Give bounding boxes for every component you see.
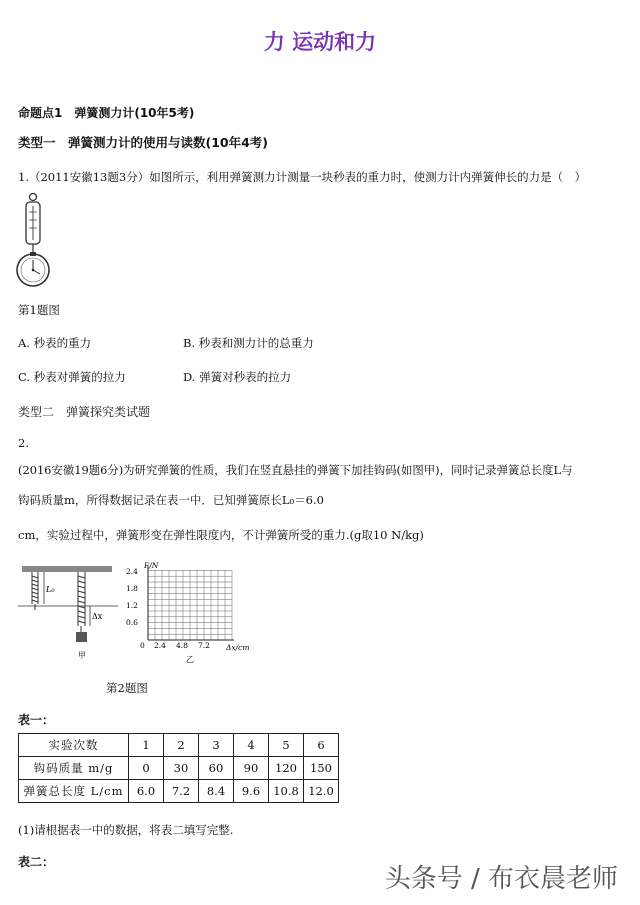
table-row (19, 734, 339, 757)
figure-right-label: 乙 (186, 655, 194, 664)
row-header: 实验次数 (19, 734, 129, 757)
table-row (19, 780, 339, 803)
figure-left-label: 甲 (78, 651, 86, 660)
origin-label: 0 (140, 641, 145, 650)
row-header: 钩码质量 m/g (19, 757, 129, 780)
table-cell: 60 (199, 757, 234, 780)
spring-scale-figure (14, 192, 54, 290)
section-heading: 命题点1 弹簧测力计(10年5考) (18, 106, 195, 120)
watermark: 头条号 / 布衣晨老师 (384, 864, 618, 894)
option-c: C. 秒表对弹簧的拉力 (18, 370, 126, 384)
table-cell: 10.8 (269, 780, 304, 803)
table-cell: 4 (234, 734, 269, 757)
table-cell: 120 (269, 757, 304, 780)
figure-1-caption: 第1题图 (18, 303, 60, 317)
table-cell: 30 (164, 757, 199, 780)
question-1-stem: 1.（2011安徽13题3分）如图所示，利用弹簧测力计测量一块秒表的重力时，使测力计内弹簧伸长的力是（ ） (18, 170, 587, 184)
table-cell: 150 (304, 757, 339, 780)
x-tick-label: 2.4 (154, 641, 166, 650)
y-tick-label: 2.4 (126, 567, 138, 576)
table-cell: 90 (234, 757, 269, 780)
question-2-line-1: (2016安徽19题6分)为研究弹簧的性质，我们在竖直悬挂的弹簧下加挂钩码(如图甲)，同时记录弹簧总长度L与 (18, 463, 573, 477)
x-axis-label: Δx/cm (226, 643, 250, 652)
table-cell: 0 (129, 757, 164, 780)
table-cell: 3 (199, 734, 234, 757)
table-2-label: 表二： (18, 855, 55, 869)
row-header: 弹簧总长度 L/cm (19, 780, 129, 803)
question-2-line-3: cm，实验过程中，弹簧形变在弹性限度内，不计弹簧所受的重力.(g取10 N/kg) (18, 528, 424, 542)
y-tick-label: 1.2 (126, 601, 138, 610)
force-extension-grid (124, 560, 250, 668)
option-a: A. 秒表的重力 (18, 336, 92, 350)
spring-label-l0: L₀ (46, 585, 55, 594)
option-b: B. 秒表和测力计的总重力 (183, 336, 314, 350)
question-2-line-2: 钩码质量m，所得数据记录在表一中．已知弹簧原长L₀＝6.0 (18, 493, 324, 507)
x-tick-label: 7.2 (198, 641, 210, 650)
figure-2-caption: 第2题图 (106, 681, 148, 695)
table-cell: 2 (164, 734, 199, 757)
table-cell: 6 (304, 734, 339, 757)
table-cell: 5 (269, 734, 304, 757)
type-two-heading: 类型二 弹簧探究类试题 (18, 405, 151, 419)
x-tick-label: 4.8 (176, 641, 188, 650)
table-cell: 12.0 (304, 780, 339, 803)
spring-label-dx: Δx (92, 612, 103, 621)
spring-apparatus-figure (18, 564, 120, 664)
table-cell: 8.4 (199, 780, 234, 803)
question-2-number: 2. (18, 436, 29, 450)
table-cell: 7.2 (164, 780, 199, 803)
y-axis-label: F/N (144, 561, 159, 570)
data-table-1 (18, 733, 339, 803)
table-cell: 6.0 (129, 780, 164, 803)
table-row (19, 757, 339, 780)
sub-question-1: (1)请根据表一中的数据，将表二填写完整. (18, 823, 234, 837)
y-tick-label: 1.8 (126, 584, 138, 593)
page-title: 力 运动和力 (263, 30, 377, 54)
table-1-label: 表一： (18, 713, 55, 727)
type-one-heading: 类型一 弹簧测力计的使用与读数(10年4考) (18, 135, 269, 150)
table-cell: 1 (129, 734, 164, 757)
y-tick-label: 0.6 (126, 618, 138, 627)
option-d: D. 弹簧对秒表的拉力 (183, 370, 292, 384)
table-cell: 9.6 (234, 780, 269, 803)
